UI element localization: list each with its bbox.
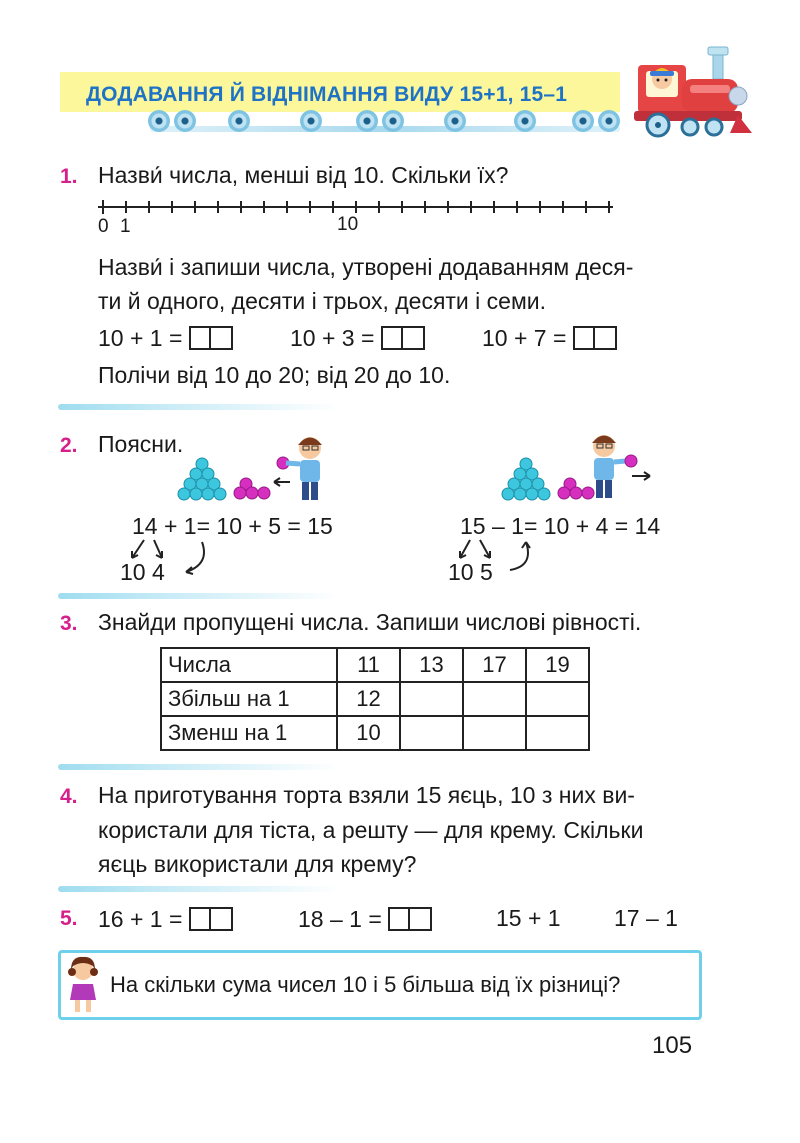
task-2-left-decomposition: 10 4 (120, 559, 165, 585)
section-separator (58, 886, 338, 892)
task-1-count-instruction: Полічи від 10 до 20; від 20 до 10. (98, 362, 451, 388)
task-1-text-line-2: ти й одного, десяти і трьох, десяти і семи. (98, 288, 547, 314)
task-2-number: 2. (60, 434, 78, 457)
table-row (161, 682, 589, 716)
task-3-prompt: Знайди пропущені числа. Запиши числові рівності. (98, 609, 642, 635)
equation-text: 18 – 1 = (298, 906, 382, 932)
equation-text: 16 + 1 = (98, 906, 183, 932)
equation-text: 10 + 1 = (98, 325, 183, 351)
answer-box[interactable] (573, 326, 595, 350)
section-separator (58, 404, 338, 410)
girl-icon (62, 954, 104, 1016)
task-2-right-decomposition: 10 5 (448, 559, 493, 585)
equation-text: 10 + 3 = (290, 325, 375, 351)
table-cell-empty[interactable] (400, 716, 463, 750)
task-1-text-line-1: Назви́ і запиши числа, утворені додаванням деся- (98, 254, 634, 280)
answer-box[interactable] (211, 326, 233, 350)
table-row (161, 648, 589, 682)
table-row (161, 716, 589, 750)
left-counters-illustration (176, 432, 336, 504)
task-5-expression-3: 15 + 1 (496, 905, 561, 931)
task-2-left-equation: 14 + 1= 10 + 5 = 15 (132, 513, 333, 539)
task-4-line-2: користали для тіста, а решту — для крему. Скільки (98, 817, 644, 843)
task-5-equation-2 (298, 907, 432, 931)
answer-box[interactable] (189, 326, 211, 350)
task-1-equation-2 (290, 326, 425, 350)
answer-box[interactable] (388, 907, 410, 931)
table-header-cell: 19 (526, 648, 589, 682)
right-counters-illustration (500, 428, 660, 504)
train-wheels (148, 110, 648, 136)
task-2-right-equation: 15 – 1= 10 + 4 = 14 (460, 513, 661, 539)
task-4-line-1: На приготування торта взяли 15 яєць, 10 з них ви- (98, 782, 635, 808)
answer-box[interactable] (189, 907, 211, 931)
section-separator (58, 764, 338, 770)
number-line-label-10: 10 (337, 214, 359, 235)
table-row-label: Збільш на 1 (161, 682, 337, 716)
section-separator (58, 593, 338, 599)
table-header-cell: Числа (161, 648, 337, 682)
answer-box[interactable] (381, 326, 403, 350)
number-line-label-1: 1 (120, 216, 131, 237)
page-number: 105 (652, 1032, 693, 1059)
table-cell-empty[interactable] (463, 682, 526, 716)
task-5-expression-4: 17 – 1 (614, 905, 678, 931)
task-1-equation-1 (98, 326, 233, 350)
answer-box[interactable] (410, 907, 432, 931)
table-header-cell: 11 (337, 648, 400, 682)
challenge-question-text: На скільки сума чисел 10 і 5 більша від їх різниці? (110, 972, 621, 997)
answer-box[interactable] (403, 326, 425, 350)
number-line-label-0: 0 (98, 216, 109, 237)
task-1-number: 1. (60, 165, 78, 188)
table-header-cell: 13 (400, 648, 463, 682)
locomotive-illustration (630, 35, 755, 140)
table-cell-empty[interactable] (526, 716, 589, 750)
table-cell: 12 (337, 682, 400, 716)
table-cell: 10 (337, 716, 400, 750)
answer-box[interactable] (211, 907, 233, 931)
task-3-number: 3. (60, 612, 78, 635)
table-header-cell: 17 (463, 648, 526, 682)
equation-text: 10 + 7 = (482, 325, 567, 351)
table-cell-empty[interactable] (526, 682, 589, 716)
answer-box[interactable] (595, 326, 617, 350)
page-title: ДОДАВАННЯ Й ВІДНІМАННЯ ВИДУ 15+1, 15–1 (86, 83, 568, 106)
table-cell-empty[interactable] (463, 716, 526, 750)
task-4-number: 4. (60, 785, 78, 808)
task-5-equation-1 (98, 907, 233, 931)
task-5-number: 5. (60, 907, 78, 930)
task-2-prompt: Поясни. (98, 431, 184, 457)
task-4-line-3: яєць використали для крему? (98, 851, 417, 877)
table-cell-empty[interactable] (400, 682, 463, 716)
missing-numbers-table (160, 647, 590, 751)
table-row-label: Зменш на 1 (161, 716, 337, 750)
task-1-prompt: Назви́ числа, менші від 10. Скільки їх? (98, 162, 509, 188)
task-1-equation-3 (482, 326, 617, 350)
